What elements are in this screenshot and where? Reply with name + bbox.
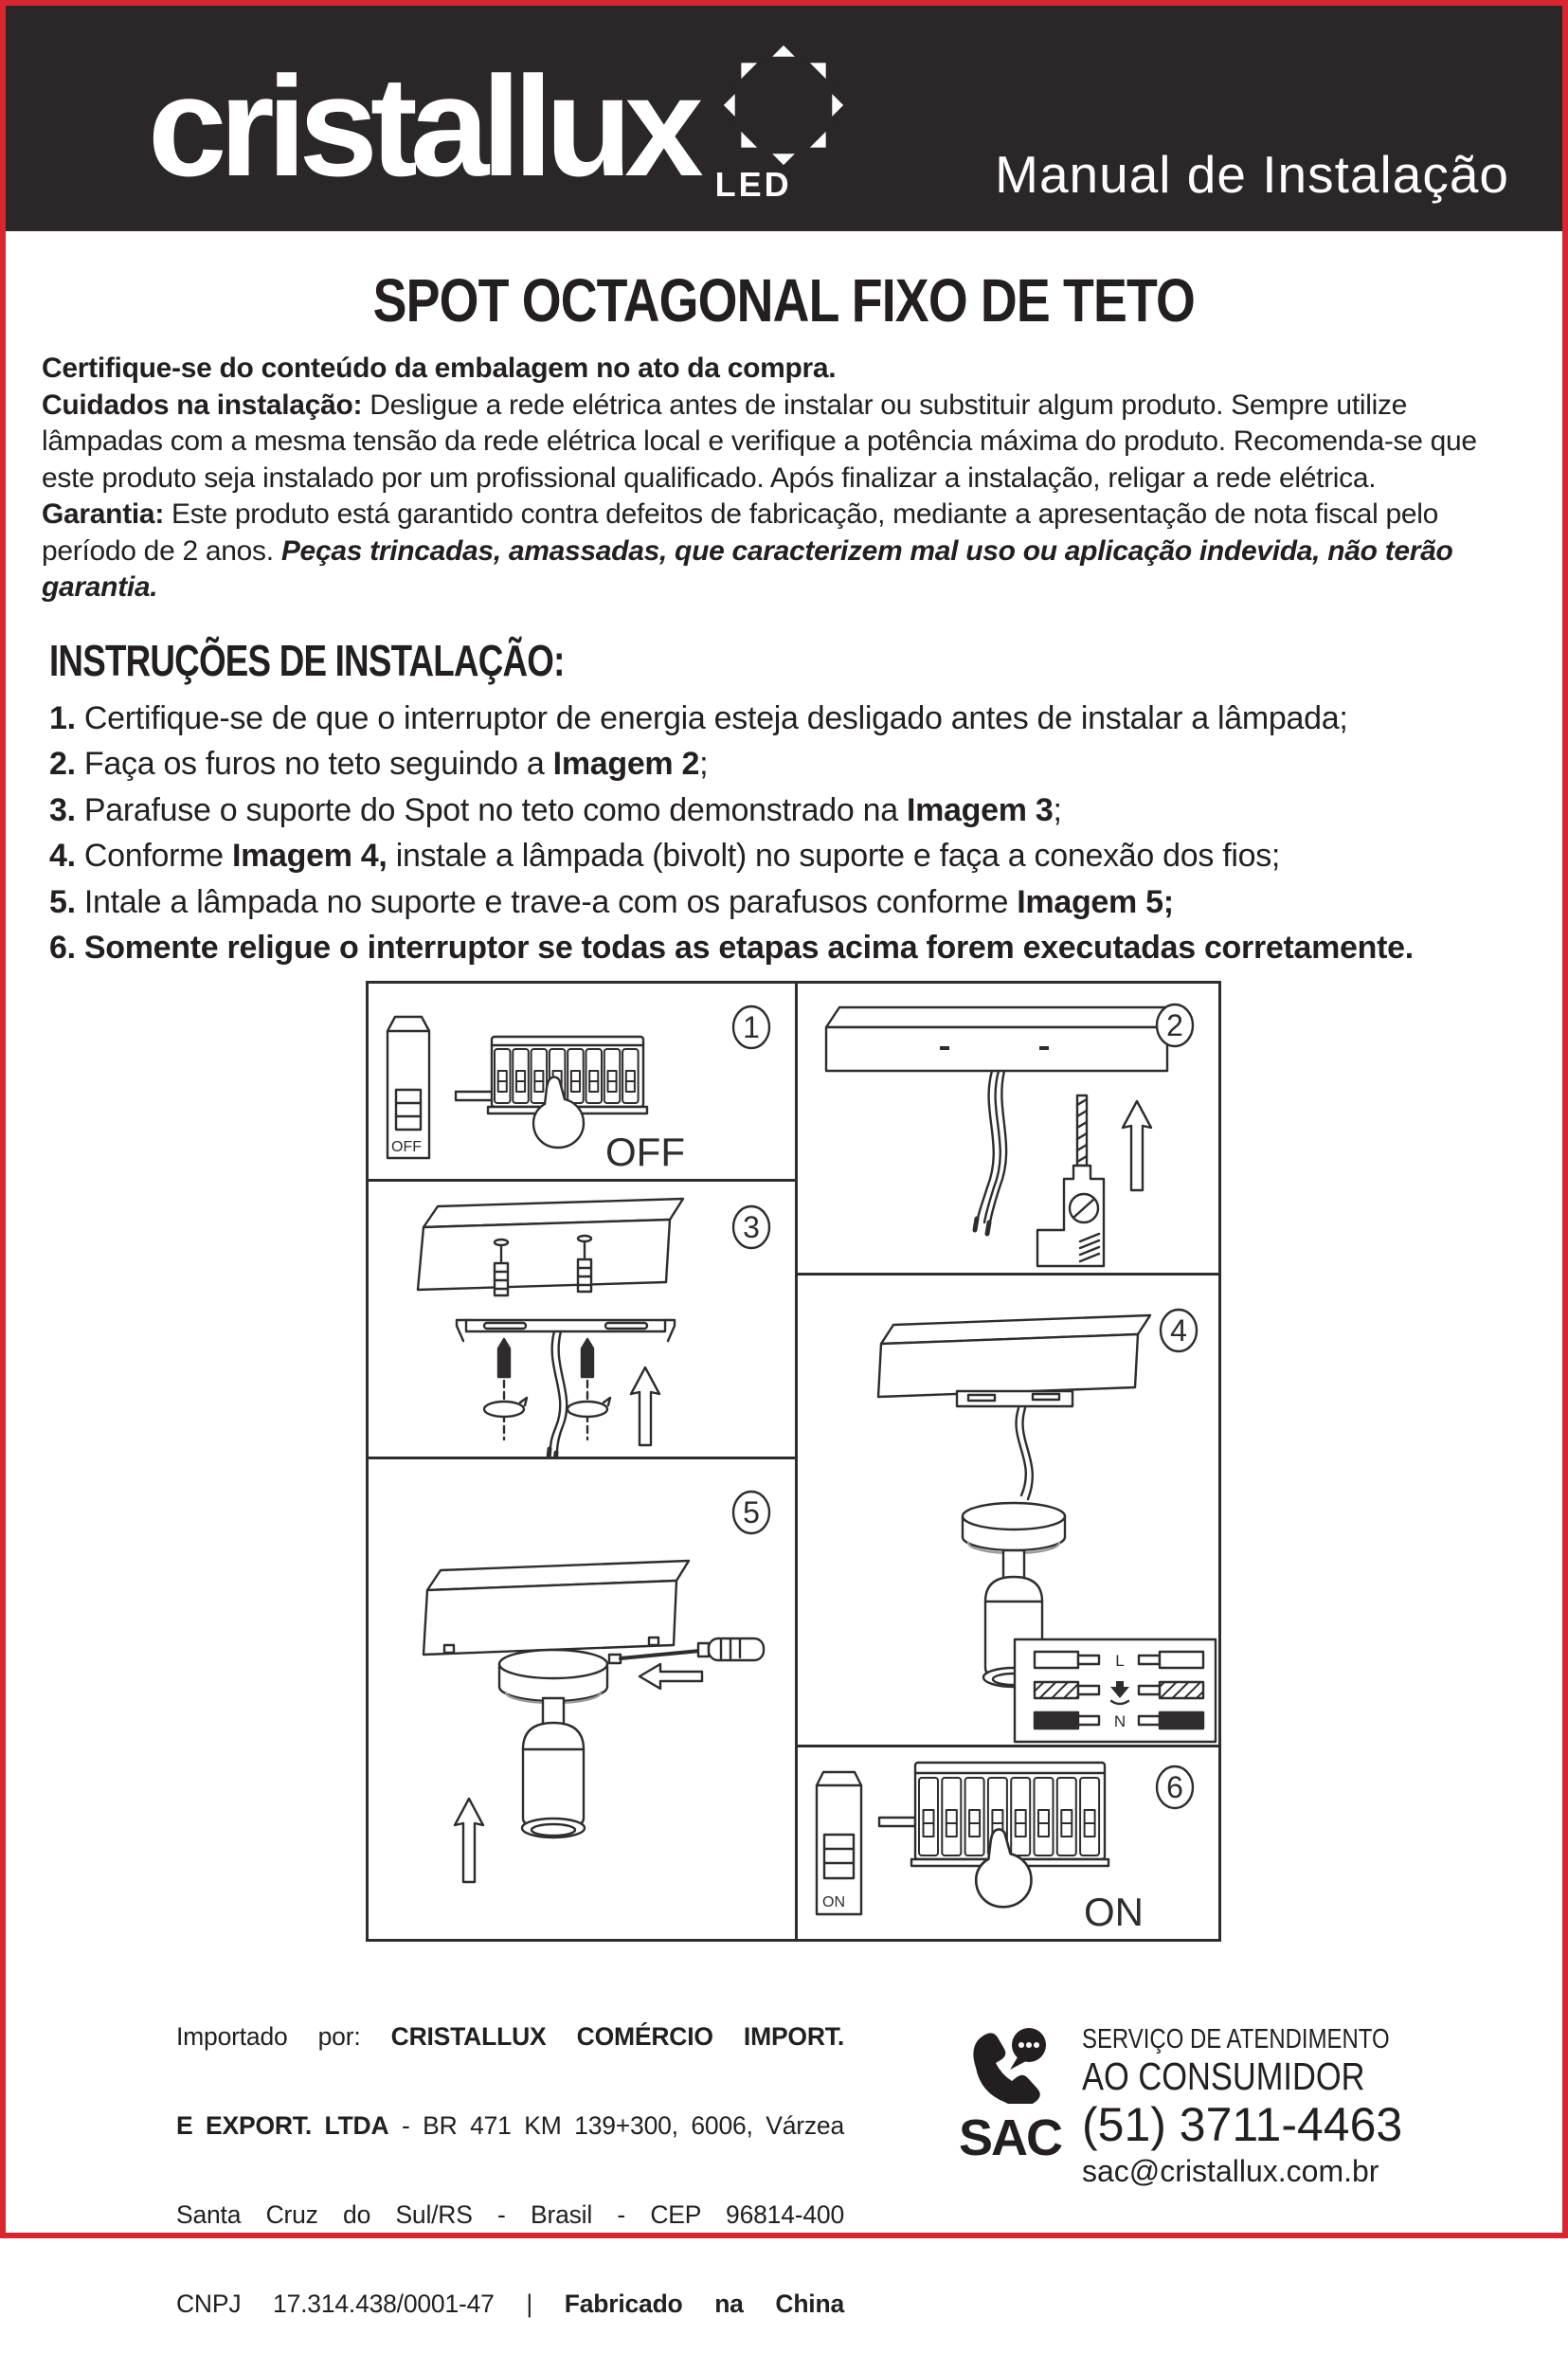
sac-email: sac@cristallux.com.br — [1082, 2154, 1379, 2188]
figure1-caption: OFF — [605, 1130, 685, 1174]
instructions-list — [49, 696, 1562, 971]
instructions-heading: INSTRUÇÕES DE INSTALAÇÃO: — [49, 635, 565, 685]
sac-service-line2: AO CONSUMIDOR — [1082, 2054, 1365, 2098]
figure2-number: 2 — [1166, 1008, 1183, 1042]
figure-panel-1 — [366, 981, 798, 1182]
sac-text-block — [1082, 2024, 1448, 2190]
instruction-item-5: 5. Intale a lâmpada no suporte e trave-a com os parafusos conforme Imagem 5; — [49, 883, 1174, 920]
instruction-item-3: 3. Parafuse o suporte do Spot no teto como demonstrado na Imagem 3; — [49, 791, 1062, 828]
importer-line-3: Santa Cruz do Sul/RS - Brasil - CEP 96814-400 — [176, 2200, 844, 2229]
figure4-number: 4 — [1170, 1313, 1187, 1348]
figure1-number: 1 — [743, 1010, 760, 1044]
document-title: Manual de Instalação — [995, 145, 1509, 204]
intro-line1: Certifique-se do conteúdo da embalagem no ato da compra. — [42, 353, 837, 384]
care-label: Cuidados na instalação: — [42, 389, 363, 421]
canopy — [963, 1503, 1065, 1529]
instruction-item-1: 1. Certifique-se de que o interruptor de energia esteja desligado antes de instalar a lâmpada; — [49, 699, 1348, 736]
figure-panel-2 — [795, 981, 1221, 1276]
importer-info — [176, 2015, 844, 2371]
sac-phone: (51) 3711-4463 — [1082, 2098, 1403, 2151]
importer-line-2: E EXPORT. LTDA - BR 471 KM 139+300, 6006, Várzea — [176, 2111, 844, 2140]
figure6-caption: ON — [1084, 1890, 1144, 1934]
threaded-screw — [1077, 1095, 1087, 1166]
lamp-body — [985, 1577, 1042, 1602]
ceiling-top — [826, 1007, 1179, 1027]
ceiling-front — [418, 1220, 670, 1290]
ceiling-front — [424, 1581, 676, 1655]
screw — [582, 1339, 593, 1377]
up-arrow-icon — [1123, 1101, 1151, 1190]
footer — [6, 2003, 1562, 2318]
warranty-label: Garantia: — [42, 498, 165, 530]
header — [6, 6, 1562, 231]
warranty-emphasis: Peças trincadas, amassadas, que caracterizem mal uso ou aplicação indevida, não terão garantia. — [42, 534, 1453, 603]
octagram-star-icon — [712, 39, 856, 172]
phone-chat-icon — [963, 2024, 1057, 2104]
figure6-number: 6 — [1166, 1770, 1183, 1804]
sac-service-line1: SERVIÇO DE ATENDIMENTO — [1082, 2024, 1390, 2054]
figure-panel-3 — [366, 1179, 798, 1459]
sac-icon-block — [953, 2024, 1067, 2190]
brand-logo — [712, 39, 856, 202]
sac-label: SAC — [958, 2109, 1061, 2166]
breaker-switch-label: ON — [822, 1894, 845, 1910]
brand-led-label: LED — [714, 165, 792, 204]
lamp-body — [523, 1723, 584, 1749]
installation-figures — [366, 981, 1221, 1942]
importer-line-4: CNPJ 17.314.438/0001-47 | Fabricado na China — [176, 2290, 844, 2318]
intro-paragraph — [42, 351, 1526, 606]
figure5-number: 5 — [743, 1495, 760, 1529]
care-text: Desligue a rede elétrica antes de instalar ou substituir algum produto. Sempre utilize lâmpadas com a mesma tensão da rede elétrica local e verifique a potência máxima do produto. Recomenda-se que este produto seja instalado por um profissional qualificado. Após finalizar a instalação, religar a rede elétrica. — [42, 389, 1477, 494]
rotation-arrow — [484, 1402, 524, 1417]
up-arrow-icon — [455, 1799, 483, 1882]
figure3-number: 3 — [743, 1210, 760, 1244]
figure-panel-4 — [795, 1273, 1221, 1747]
figure-panel-6 — [795, 1745, 1221, 1942]
ceiling-front — [878, 1334, 1138, 1397]
screwdriver-handle — [709, 1638, 764, 1660]
canopy — [499, 1650, 607, 1678]
product-title: SPOT OCTAGONAL FIXO DE TETO — [372, 266, 1196, 335]
sac-contact — [953, 2024, 1448, 2190]
importer-line-1: Importado por: CRISTALLUX COMÉRCIO IMPORT. — [176, 2022, 844, 2051]
left-arrow-icon — [640, 1664, 702, 1689]
instruction-item-2: 2. Faça os furos no teto seguindo a Imagem 2; — [49, 746, 709, 782]
screw — [498, 1339, 510, 1377]
legend-live-label: L — [1115, 1652, 1125, 1670]
brand-wordmark: cristallux — [148, 46, 696, 206]
rotation-arrow — [568, 1402, 607, 1417]
wire — [1017, 1408, 1026, 1495]
up-arrow-icon — [631, 1367, 659, 1445]
instruction-item-6: 6. Somente religue o interruptor se todas as etapas acima forem executadas corretamente. — [49, 930, 1414, 966]
breaker-switch-label: OFF — [391, 1139, 422, 1155]
figure-panel-5 — [366, 1457, 798, 1942]
warranty-text: Este produto está garantido contra defeitos de fabricação, mediante a apresentação de nota fiscal pelo período de 2 anos. — [42, 498, 1439, 567]
instruction-item-4: 4. Conforme Imagem 4, instale a lâmpada (bivolt) no suporte e faça a conexão dos fios; — [49, 838, 1281, 874]
legend-neutral-label: N — [1113, 1712, 1126, 1730]
screwdriver-shaft — [621, 1651, 700, 1658]
ceiling-front — [826, 1027, 1167, 1071]
